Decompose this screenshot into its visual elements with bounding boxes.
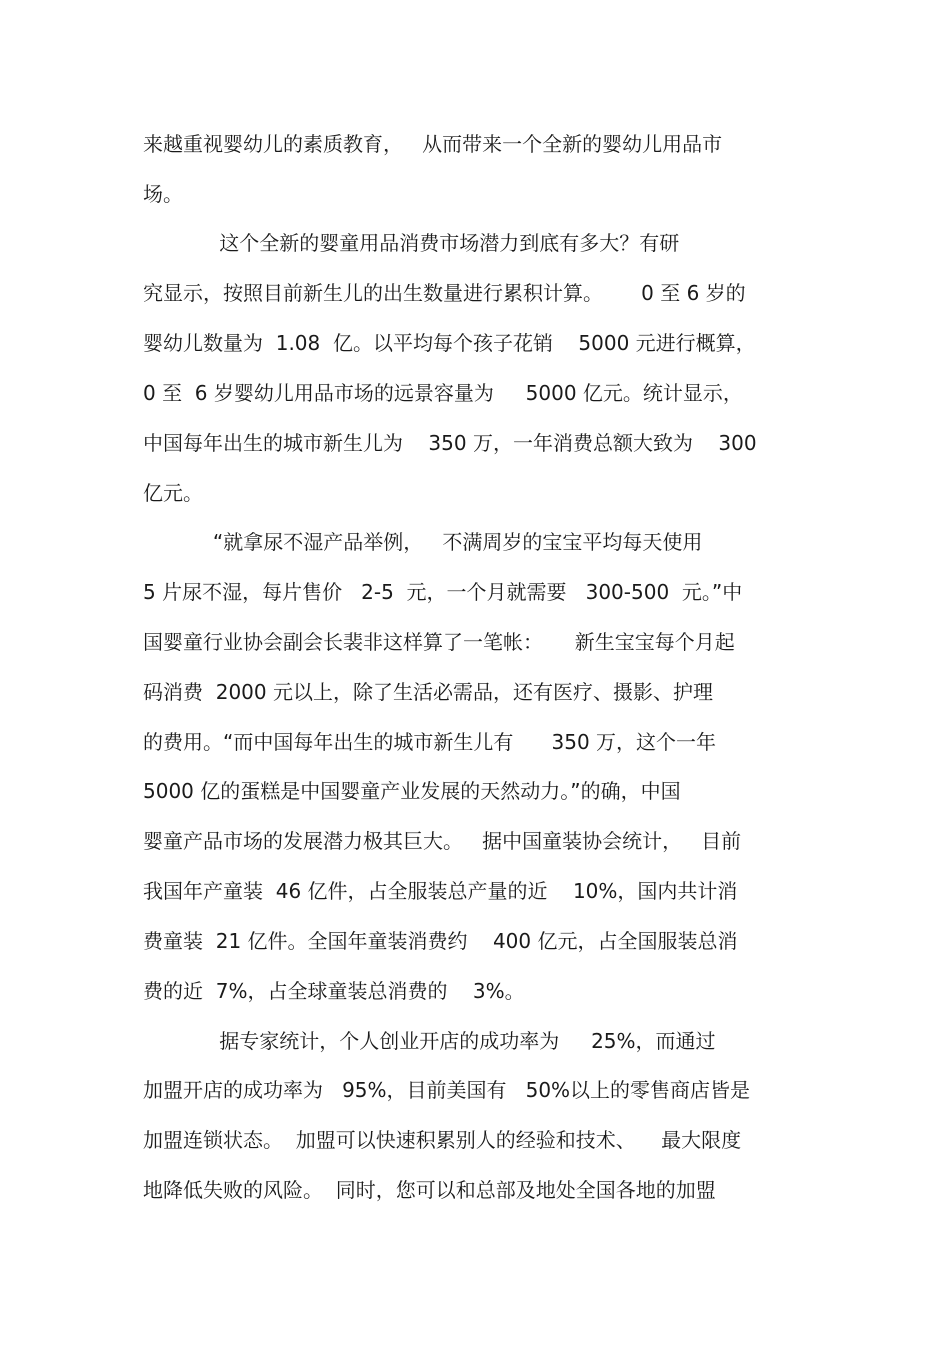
text-line: 据专家统计，个人创业开店的成功率为 25%，而通过	[143, 1029, 716, 1053]
text-line: 中国每年出生的城市新生儿为 350 万，一年消费总额大致为 300	[143, 431, 757, 455]
text-line: 国婴童行业协会副会长裴非这样算了一笔帐： 新生宝宝每个月起	[143, 630, 735, 654]
text-line: 场。	[143, 182, 183, 206]
text-line: 5 片尿不湿，每片售价 2-5 元，一个月就需要 300-500 元。”中	[143, 580, 743, 604]
text-line: 婴幼儿数量为 1.08 亿。以平均每个孩子花销 5000 元进行概算，	[143, 331, 756, 355]
text-line: 码消费 2000 元以上，除了生活必需品，还有医疗、摄影、护理	[143, 680, 713, 704]
text-line: 费童装 21 亿件。全国年童装消费约 400 亿元，占全国服装总消	[143, 929, 738, 953]
text-line: 加盟连锁状态。 加盟可以快速积累别人的经验和技术、 最大限度	[143, 1128, 742, 1152]
text-line: 我国年产童装 46 亿件，占全服装总产量的近 10%，国内共计消	[143, 879, 738, 903]
text-line: 费的近 7%，占全球童装总消费的 3%。	[143, 979, 525, 1003]
text-line: 加盟开店的成功率为 95%，目前美国有 50%以上的零售商店皆是	[143, 1078, 751, 1102]
text-line: 这个全新的婴童用品消费市场潜力到底有多大？有研	[143, 231, 680, 255]
text-line: 亿元。	[143, 481, 203, 505]
text-line: “就拿尿不湿产品举例， 不满周岁的宝宝平均每天使用	[143, 530, 703, 554]
text-line: 究显示，按照目前新生儿的出生数量进行累积计算。 0 至 6 岁的	[143, 281, 746, 305]
text-line: 的费用。“而中国每年出生的城市新生儿有 350 万，这个一年	[143, 730, 717, 754]
text-line: 来越重视婴幼儿的素质教育， 从而带来一个全新的婴幼儿用品市	[143, 132, 723, 156]
text-line: 0 至 6 岁婴幼儿用品市场的远景容量为 5000 亿元。统计显示，	[143, 381, 743, 405]
text-line: 婴童产品市场的发展潜力极其巨大。 据中国童装协会统计， 目前	[143, 829, 742, 853]
text-line: 地降低失败的风险。 同时，您可以和总部及地处全国各地的加盟	[143, 1178, 716, 1202]
text-line: 5000 亿的蛋糕是中国婴童产业发展的天然动力。”的确，中国	[143, 779, 681, 803]
